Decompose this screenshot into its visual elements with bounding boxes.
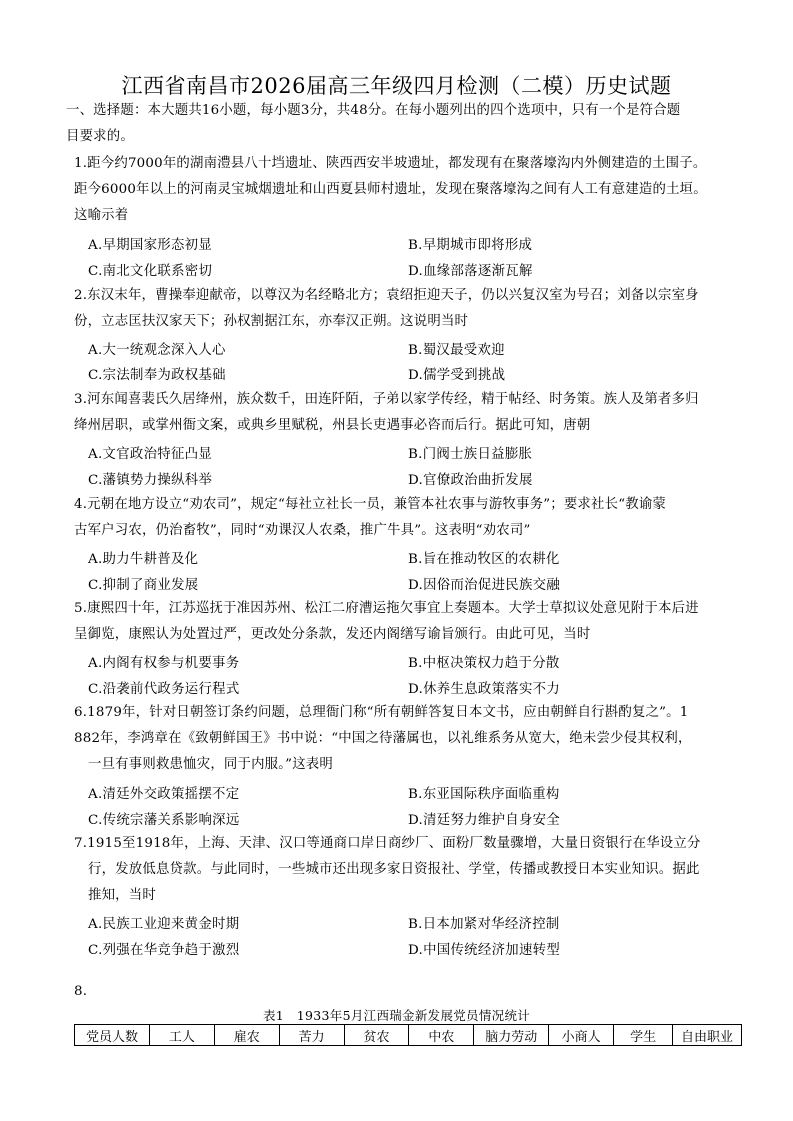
question-1-option-d: D.血缘部落逐渐瓦解 (408, 264, 533, 279)
table-header-cell: 雇农 (214, 1025, 279, 1046)
table-header-cell: 脑力劳动 (474, 1025, 549, 1046)
question-2-option-d: D.儒学受到挑战 (408, 368, 506, 383)
question-1-option-a: A.早期国家形态初显 (88, 238, 213, 253)
question-6-option-a: A.清廷外交政策摇摆不定 (88, 787, 240, 802)
table-header-cell: 中农 (409, 1025, 474, 1046)
question-5-option-b: B.中枢决策权力趋于分散 (408, 656, 560, 671)
question-2-stem-line-2: 份，立志匡扶汉家天下；孙权割据江东，亦奉汉正朔。这说明当时 (74, 314, 469, 329)
page-title: 江西省南昌市2026届高三年级四月检测（二模）历史试题 (121, 74, 672, 98)
question-3-option-b: B.门阀士族日益膨胀 (408, 447, 533, 462)
question-6-option-c: C.传统宗藩关系影响深远 (88, 813, 240, 828)
question-6-option-d: D.清廷努力维护自身安全 (408, 813, 561, 828)
table-header-cell: 苦力 (279, 1025, 344, 1046)
table-header-cell: 贫农 (344, 1025, 409, 1046)
question-7-option-d: D.中国传统经济加速转型 (408, 943, 561, 958)
question-1-stem-line-3: 这喻示着 (74, 208, 129, 223)
question-4-option-a: A.助力牛耕普及化 (88, 552, 199, 567)
question-4-stem-line-1: 4.元朝在地方设立“劝农司”，规定“每社立社长一员，兼管本社农事与游牧事务”；要求社长“教谕蒙 (74, 497, 667, 512)
question-7-option-b: B.日本加紧对华经济控制 (408, 917, 560, 932)
question-7-stem-line-2: 行，发放低息贷款。与此同时，一些城市还出现多家日资报社、学堂，传播或教授日本实业知识。据此 (88, 862, 700, 877)
table-header-row (75, 1025, 742, 1046)
question-2-option-b: B.蜀汉最受欢迎 (408, 343, 505, 358)
question-8-number: 8. (74, 984, 88, 999)
party-member-table (74, 1024, 742, 1046)
table-header-cell: 小商人 (549, 1025, 614, 1046)
question-7-option-c: C.列强在华竞争趋于激烈 (88, 943, 240, 958)
question-1-option-b: B.早期城市即将形成 (408, 238, 533, 253)
table-caption: 表1 1933年5月江西瑞金新发展党员情况统计 (262, 1008, 531, 1023)
section-intro-line-2: 目要求的。 (66, 129, 134, 144)
question-3-option-d: D.官僚政治曲折发展 (408, 473, 533, 488)
question-7-stem-line-3: 推知，当时 (88, 888, 156, 903)
question-4-option-d: D.因俗而治促进民族交融 (408, 578, 561, 593)
table-header-cell: 工人 (149, 1025, 214, 1046)
table-header-cell: 党员人数 (75, 1025, 150, 1046)
section-intro-line-1: 一、选择题：本大题共16小题，每小题3分，共48分。在每小题列出的四个选项中，只有一个是符合题 (66, 103, 681, 118)
question-2-stem-line-1: 2.东汉末年，曹操奉迎献帝，以尊汉为名经略北方；袁绍拒迎天子，仍以兴复汉室为号召；刘备以宗室身 (74, 288, 699, 303)
question-2-option-c: C.宗法制奉为政权基础 (88, 368, 226, 383)
question-5-option-a: A.内阁有权参与机要事务 (88, 656, 240, 671)
question-3-option-a: A.文官政治特征凸显 (88, 447, 213, 462)
question-6-stem-line-3: 一旦有事则救患恤灾，同于内服。”这表明 (88, 757, 333, 772)
question-5-stem-line-2: 呈御览，康熙认为处置过严，更改处分条款，发还内阁缮写谕旨颁行。由此可见，当时 (74, 627, 591, 642)
question-6-stem-line-1: 6.1879年，针对日朝签订条约问题，总理衙门称“所有朝鲜答复日本文书，应由朝鲜自行斟酌复之”。1 (74, 705, 689, 720)
table-header-cell: 学生 (614, 1025, 673, 1046)
question-5-stem-line-1: 5.康熙四十年，江苏巡抚于准因苏州、松江二府漕运拖欠事宜上奏题本。大学士草拟议处意见附于本后进 (74, 601, 699, 616)
question-7-option-a: A.民族工业迎来黄金时期 (88, 917, 240, 932)
question-6-option-b: B.东亚国际秩序面临重构 (408, 787, 560, 802)
question-3-option-c: C.藩镇势力操纵科举 (88, 473, 213, 488)
question-4-option-b: B.旨在推动牧区的农耕化 (408, 552, 560, 567)
question-1-option-c: C.南北文化联系密切 (88, 264, 213, 279)
question-2-option-a: A.大一统观念深入人心 (88, 343, 226, 358)
question-4-stem-line-2: 古军户习农，仍治畜牧”，同时“劝课汉人农桑，推广牛具”。这表明“劝农司” (74, 523, 531, 538)
table-header-cell: 自由职业 (673, 1025, 742, 1046)
question-6-stem-line-2: 882年，李鸿章在《致朝鲜国王》书中说：“中国之待藩属也，以礼维系务从宽大，绝未尝少侵其权利， (74, 731, 692, 746)
question-5-option-c: C.沿袭前代政务运行程式 (88, 682, 240, 697)
question-1-stem-line-1: 1.距今约7000年的湖南澧县八十垱遗址、陕西西安半坡遗址，都发现有在聚落壕沟内外侧建造的土围子。 (74, 156, 707, 171)
question-4-option-c: C.抑制了商业发展 (88, 578, 199, 593)
question-3-stem-line-2: 绛州居职，或掌州衙文案，或典乡里赋税，州县长吏遇事必咨而后行。据此可知，唐朝 (74, 418, 591, 433)
question-1-stem-line-2: 距今6000年以上的河南灵宝城烟遗址和山西夏县师村遗址，发现在聚落壕沟之间有人工有意建造的土垣。 (74, 182, 707, 197)
question-3-stem-line-1: 3.河东闻喜裴氏久居绛州，族众数千，田连阡陌，子弟以家学传经，精于帖经、时务策。族人及第者多归 (74, 392, 699, 407)
question-7-stem-line-1: 7.1915至1918年，上海、天津、汉口等通商口岸日商纱厂、面粉厂数量骤增，大量日资银行在华设立分 (74, 836, 701, 851)
question-5-option-d: D.休养生息政策落实不力 (408, 682, 561, 697)
